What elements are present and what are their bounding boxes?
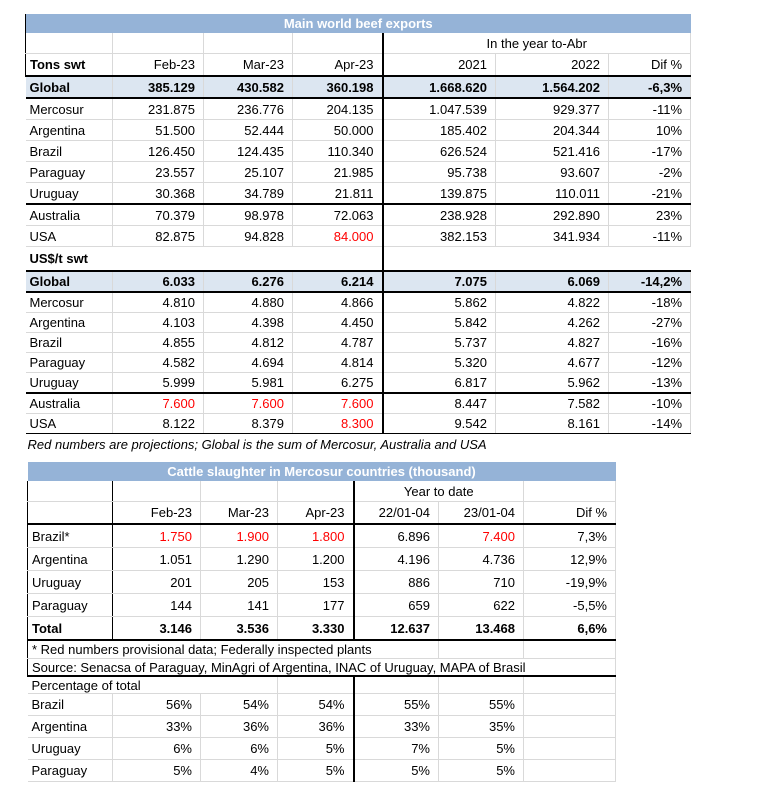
value-cell: 35% — [439, 716, 524, 738]
table-row — [26, 226, 691, 247]
value-cell: 6% — [113, 738, 201, 760]
value-cell: 36% — [201, 716, 278, 738]
value-cell: 886 — [354, 571, 439, 594]
column-header: Dif % — [524, 502, 616, 525]
value-cell: 3.146 — [113, 617, 201, 641]
value-cell: 5.320 — [383, 353, 496, 373]
table-row — [28, 617, 616, 641]
table-row — [28, 481, 616, 502]
value-cell: 5% — [113, 760, 201, 782]
row-label: Paraguay — [28, 760, 113, 782]
empty-cell — [524, 481, 616, 502]
value-cell: 385.129 — [113, 76, 204, 98]
empty-cell — [113, 481, 201, 502]
value-cell: 205 — [201, 571, 278, 594]
value-cell: -5,5% — [524, 594, 616, 617]
value-cell: 6,6% — [524, 617, 616, 641]
table-row — [28, 571, 616, 594]
value-cell: 1.668.620 — [383, 76, 496, 98]
empty-cell — [383, 247, 496, 272]
value-cell: -19,9% — [524, 571, 616, 594]
value-cell: -14,2% — [609, 271, 691, 292]
value-cell: 8.447 — [383, 393, 496, 414]
row-label: Brazil — [26, 141, 113, 162]
empty-cell — [293, 247, 383, 272]
value-cell: 36% — [278, 716, 354, 738]
value-cell: 5.842 — [383, 313, 496, 333]
value-cell: 153 — [278, 571, 354, 594]
row-label: Total — [28, 617, 113, 641]
value-cell: 4.814 — [293, 353, 383, 373]
table-row — [26, 162, 691, 183]
row-label: Global — [26, 76, 113, 98]
column-header: 2021 — [383, 54, 496, 77]
value-cell: 124.435 — [204, 141, 293, 162]
value-cell: 51.500 — [113, 120, 204, 141]
value-cell: 5% — [439, 738, 524, 760]
value-cell: 341.934 — [496, 226, 609, 247]
beef-exports-table — [25, 14, 691, 454]
table2-footnote-source: Source: Senacsa of Paraguay, MinAgri of Argentina, INAC of Uruguay, MAPA of Brasil — [28, 659, 616, 677]
empty-cell — [26, 33, 113, 54]
empty-cell — [524, 676, 616, 694]
row-label: Global — [26, 271, 113, 292]
value-cell: 54% — [278, 694, 354, 716]
value-cell: 21.811 — [293, 183, 383, 205]
value-cell: 7.075 — [383, 271, 496, 292]
table-row — [28, 694, 616, 716]
table-row — [28, 738, 616, 760]
table1-span-header: In the year to-Abr — [383, 33, 691, 54]
value-cell: 23% — [609, 204, 691, 226]
value-cell: 1.900 — [201, 524, 278, 548]
row-label: Brazil — [28, 694, 113, 716]
value-cell: 33% — [113, 716, 201, 738]
value-cell: 6.033 — [113, 271, 204, 292]
table-row — [26, 292, 691, 313]
value-cell: 7.600 — [204, 393, 293, 414]
row-label: Argentina — [26, 313, 113, 333]
row-label: Brazil* — [28, 524, 113, 548]
column-header: Mar-23 — [204, 54, 293, 77]
value-cell: 55% — [354, 694, 439, 716]
value-cell — [524, 760, 616, 782]
value-cell: 5% — [278, 738, 354, 760]
value-cell: 622 — [439, 594, 524, 617]
value-cell: -2% — [609, 162, 691, 183]
table-row — [28, 524, 616, 548]
empty-cell — [28, 481, 113, 502]
value-cell: -17% — [609, 141, 691, 162]
empty-cell — [354, 676, 439, 694]
value-cell: 7% — [354, 738, 439, 760]
empty-cell — [439, 640, 524, 659]
row-label: Brazil — [26, 333, 113, 353]
value-cell: 52.444 — [204, 120, 293, 141]
column-header: Feb-23 — [113, 54, 204, 77]
table-row — [26, 76, 691, 98]
value-cell: 4.103 — [113, 313, 204, 333]
cattle-slaughter-table — [27, 462, 616, 782]
empty-cell — [609, 247, 691, 272]
value-cell: 34.789 — [204, 183, 293, 205]
value-cell: 126.450 — [113, 141, 204, 162]
value-cell: 7,3% — [524, 524, 616, 548]
value-cell: 3.536 — [201, 617, 278, 641]
empty-cell — [293, 33, 383, 54]
value-cell: 4.812 — [204, 333, 293, 353]
value-cell: 4.694 — [204, 353, 293, 373]
value-cell: -13% — [609, 373, 691, 394]
value-cell: -18% — [609, 292, 691, 313]
value-cell: 6.896 — [354, 524, 439, 548]
value-cell: 1.200 — [278, 548, 354, 571]
table-row — [28, 502, 616, 525]
value-cell: -6,3% — [609, 76, 691, 98]
table-row — [28, 640, 616, 659]
empty-cell — [113, 247, 204, 272]
column-header: Mar-23 — [201, 502, 278, 525]
value-cell: 7.582 — [496, 393, 609, 414]
value-cell: -14% — [609, 414, 691, 434]
value-cell: 141 — [201, 594, 278, 617]
value-cell: 710 — [439, 571, 524, 594]
value-cell: 4.822 — [496, 292, 609, 313]
value-cell: 292.890 — [496, 204, 609, 226]
value-cell: 4.866 — [293, 292, 383, 313]
value-cell: 98.978 — [204, 204, 293, 226]
value-cell: 5.862 — [383, 292, 496, 313]
value-cell: -27% — [609, 313, 691, 333]
value-cell — [524, 738, 616, 760]
value-cell: 236.776 — [204, 98, 293, 120]
row-label: USA — [26, 226, 113, 247]
row-label: Paraguay — [28, 594, 113, 617]
value-cell: 4.880 — [204, 292, 293, 313]
value-cell: 4.582 — [113, 353, 204, 373]
value-cell: 23.557 — [113, 162, 204, 183]
value-cell: 30.368 — [113, 183, 204, 205]
row-label: Australia — [26, 393, 113, 414]
empty-cell — [201, 481, 278, 502]
value-cell: 55% — [439, 694, 524, 716]
value-cell: 5% — [354, 760, 439, 782]
value-cell: 1.047.539 — [383, 98, 496, 120]
table1-title: Main world beef exports — [26, 14, 691, 33]
value-cell: 70.379 — [113, 204, 204, 226]
table1-footnote: Red numbers are projections; Global is the sum of Mercosur, Australia and USA — [27, 436, 487, 452]
column-header: Apr-23 — [293, 54, 383, 77]
table-row — [28, 716, 616, 738]
empty-cell — [524, 640, 616, 659]
column-header: Feb-23 — [113, 502, 201, 525]
value-cell: 1.564.202 — [496, 76, 609, 98]
empty-cell — [439, 676, 524, 694]
empty-cell — [204, 33, 293, 54]
empty-cell — [496, 247, 609, 272]
value-cell: 5.999 — [113, 373, 204, 394]
value-cell: 231.875 — [113, 98, 204, 120]
value-cell: 929.377 — [496, 98, 609, 120]
table-row — [26, 14, 691, 33]
row-label: Argentina — [28, 548, 113, 571]
table-row — [26, 247, 691, 272]
value-cell: 7.400 — [439, 524, 524, 548]
value-cell: 93.607 — [496, 162, 609, 183]
table2-footnote-1: * Red numbers provisional data; Federally inspected plants — [28, 640, 354, 659]
empty-cell — [278, 481, 354, 502]
table-row — [26, 54, 691, 77]
value-cell: 7.600 — [113, 393, 204, 414]
value-cell: 4.827 — [496, 333, 609, 353]
value-cell: 12.637 — [354, 617, 439, 641]
value-cell: 4% — [201, 760, 278, 782]
empty-cell — [201, 676, 278, 694]
row-label: Uruguay — [26, 373, 113, 394]
value-cell: 50.000 — [293, 120, 383, 141]
value-cell: 4.196 — [354, 548, 439, 571]
value-cell: 21.985 — [293, 162, 383, 183]
value-cell: 626.524 — [383, 141, 496, 162]
empty-cell — [204, 247, 293, 272]
row-label: Paraguay — [26, 353, 113, 373]
table-row — [26, 33, 691, 54]
value-cell: 5.962 — [496, 373, 609, 394]
row-label: Uruguay — [28, 571, 113, 594]
value-cell: 4.398 — [204, 313, 293, 333]
value-cell: 6% — [201, 738, 278, 760]
table-row — [26, 120, 691, 141]
table-row — [26, 98, 691, 120]
table-row — [26, 333, 691, 353]
value-cell: 94.828 — [204, 226, 293, 247]
value-cell: 382.153 — [383, 226, 496, 247]
row-label: USA — [26, 414, 113, 434]
value-cell: -11% — [609, 226, 691, 247]
value-cell: 56% — [113, 694, 201, 716]
value-cell: 4.810 — [113, 292, 204, 313]
column-header: Dif % — [609, 54, 691, 77]
row-label: Paraguay — [26, 162, 113, 183]
value-cell — [524, 716, 616, 738]
column-header: 2022 — [496, 54, 609, 77]
row-label: Argentina — [26, 120, 113, 141]
value-cell: 177 — [278, 594, 354, 617]
empty-cell — [113, 33, 204, 54]
table-row — [26, 183, 691, 205]
column-header: Apr-23 — [278, 502, 354, 525]
value-cell: 4.787 — [293, 333, 383, 353]
value-cell: 360.198 — [293, 76, 383, 98]
table-row — [26, 204, 691, 226]
value-cell: 6.069 — [496, 271, 609, 292]
value-cell: 139.875 — [383, 183, 496, 205]
value-cell: 1.800 — [278, 524, 354, 548]
value-cell: 6.275 — [293, 373, 383, 394]
value-cell: 430.582 — [204, 76, 293, 98]
value-cell: 204.135 — [293, 98, 383, 120]
row-label: Uruguay — [26, 183, 113, 205]
value-cell: 54% — [201, 694, 278, 716]
section-label: US$/t swt — [29, 251, 89, 266]
value-cell: 10% — [609, 120, 691, 141]
value-cell: -12% — [609, 353, 691, 373]
table-row — [28, 548, 616, 571]
value-cell: 659 — [354, 594, 439, 617]
empty-cell — [278, 676, 354, 694]
value-cell: 1.051 — [113, 548, 201, 571]
value-cell: 84.000 — [293, 226, 383, 247]
value-cell: 6.817 — [383, 373, 496, 394]
value-cell: 3.330 — [278, 617, 354, 641]
column-header — [28, 502, 113, 525]
value-cell: 33% — [354, 716, 439, 738]
table2-span-header: Year to date — [354, 481, 524, 502]
row-label: Mercosur — [26, 292, 113, 313]
value-cell: 8.161 — [496, 414, 609, 434]
value-cell: -11% — [609, 98, 691, 120]
row-label: Australia — [26, 204, 113, 226]
value-cell: 4.450 — [293, 313, 383, 333]
value-cell: 4.262 — [496, 313, 609, 333]
row-label: Uruguay — [28, 738, 113, 760]
value-cell: 6.214 — [293, 271, 383, 292]
value-cell: 82.875 — [113, 226, 204, 247]
value-cell: 5% — [278, 760, 354, 782]
column-header: 23/01-04 — [439, 502, 524, 525]
value-cell: 72.063 — [293, 204, 383, 226]
column-header: Tons swt — [26, 54, 113, 77]
value-cell: -16% — [609, 333, 691, 353]
value-cell: 201 — [113, 571, 201, 594]
value-cell: 110.340 — [293, 141, 383, 162]
value-cell: 521.416 — [496, 141, 609, 162]
value-cell: 110.011 — [496, 183, 609, 205]
value-cell: 9.542 — [383, 414, 496, 434]
table-row — [28, 676, 616, 694]
column-header: 22/01-04 — [354, 502, 439, 525]
value-cell: -10% — [609, 393, 691, 414]
table-row — [26, 313, 691, 333]
value-cell: 5.737 — [383, 333, 496, 353]
table2-title: Cattle slaughter in Mercosur countries (thousand) — [28, 462, 616, 481]
value-cell: 4.736 — [439, 548, 524, 571]
value-cell: 4.677 — [496, 353, 609, 373]
table-row — [26, 141, 691, 162]
table-row — [26, 271, 691, 292]
value-cell: 8.379 — [204, 414, 293, 434]
value-cell: 7.600 — [293, 393, 383, 414]
table-row — [26, 393, 691, 414]
value-cell: 5.981 — [204, 373, 293, 394]
row-label: Argentina — [28, 716, 113, 738]
value-cell: 8.300 — [293, 414, 383, 434]
value-cell: 12,9% — [524, 548, 616, 571]
table-row — [26, 373, 691, 394]
table-row — [28, 659, 616, 677]
value-cell: 95.738 — [383, 162, 496, 183]
table-row — [26, 353, 691, 373]
value-cell: 238.928 — [383, 204, 496, 226]
value-cell: 185.402 — [383, 120, 496, 141]
table-row — [28, 594, 616, 617]
table-row — [28, 760, 616, 782]
value-cell: 8.122 — [113, 414, 204, 434]
value-cell: 1.290 — [201, 548, 278, 571]
table-row — [28, 462, 616, 481]
row-label: Mercosur — [26, 98, 113, 120]
table-row — [26, 414, 691, 434]
value-cell: 1.750 — [113, 524, 201, 548]
value-cell: 5% — [439, 760, 524, 782]
value-cell: 204.344 — [496, 120, 609, 141]
value-cell: 4.855 — [113, 333, 204, 353]
value-cell: 25.107 — [204, 162, 293, 183]
value-cell: 13.468 — [439, 617, 524, 641]
table-row — [26, 434, 691, 455]
percent-of-total-label: Percentage of total — [28, 676, 201, 694]
value-cell: 144 — [113, 594, 201, 617]
value-cell: -21% — [609, 183, 691, 205]
value-cell — [524, 694, 616, 716]
value-cell: 6.276 — [204, 271, 293, 292]
